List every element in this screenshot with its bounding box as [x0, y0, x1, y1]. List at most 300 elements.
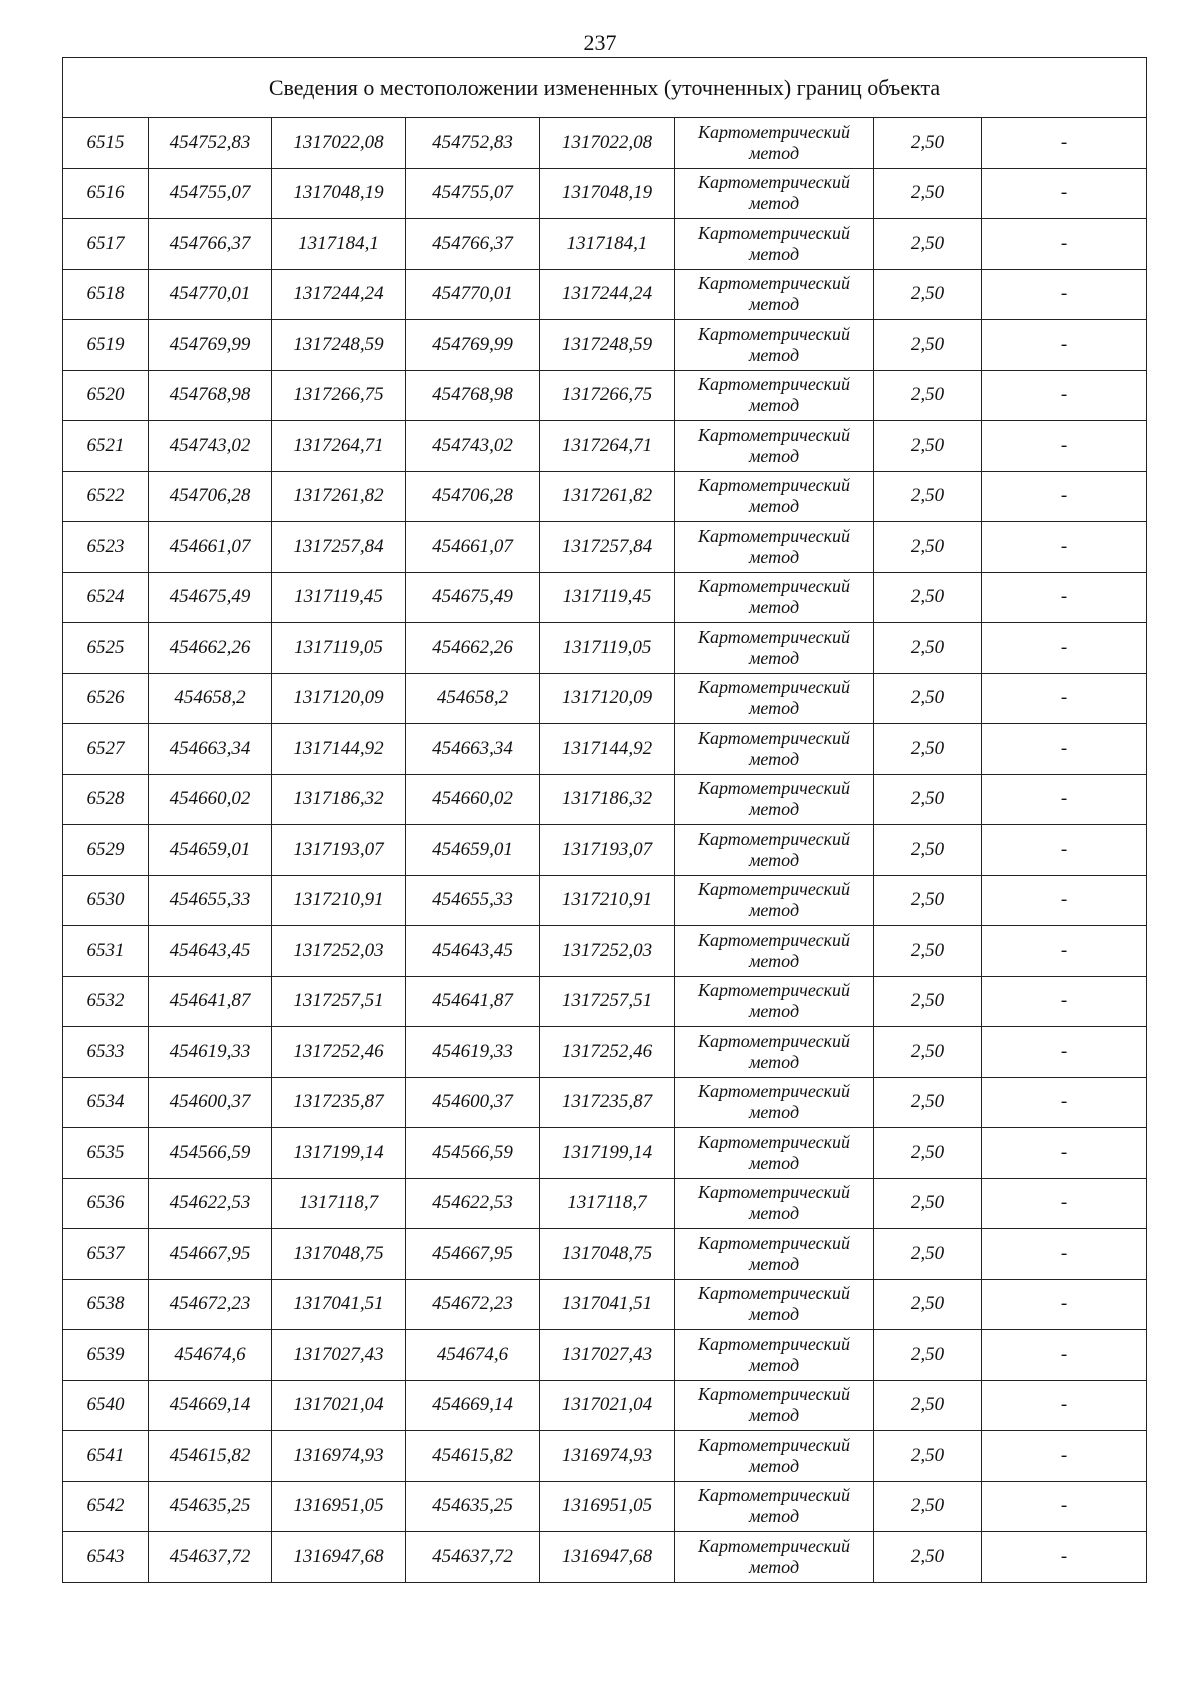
method-line-1: Картометрический	[697, 1434, 850, 1455]
method-line-1: Картометрический	[697, 1485, 850, 1506]
note-cell: -	[982, 976, 1147, 1027]
refined-x-cell: 454663,34	[406, 724, 540, 775]
note-cell: -	[982, 1077, 1147, 1128]
existing-x-cell: 454635,25	[149, 1481, 272, 1532]
method-line-1: Картометрический	[697, 525, 850, 546]
precision-cell: 2,50	[874, 522, 982, 573]
existing-y-cell: 1317193,07	[272, 825, 406, 876]
existing-x-cell: 454706,28	[149, 471, 272, 522]
method-cell	[675, 1027, 874, 1078]
precision-cell: 2,50	[874, 875, 982, 926]
method-line-2: метод	[748, 950, 800, 971]
table-title-row	[63, 58, 1147, 118]
note-cell: -	[982, 1279, 1147, 1330]
existing-x-cell: 454662,26	[149, 623, 272, 674]
point-number-cell: 6535	[63, 1128, 149, 1179]
refined-x-cell: 454743,02	[406, 421, 540, 472]
note-cell: -	[982, 926, 1147, 977]
table-row	[63, 1027, 1147, 1078]
existing-y-cell: 1317248,59	[272, 320, 406, 371]
method-cell	[675, 572, 874, 623]
refined-y-cell: 1317119,05	[540, 623, 675, 674]
existing-y-cell: 1317235,87	[272, 1077, 406, 1128]
table-row	[63, 673, 1147, 724]
table-row	[63, 370, 1147, 421]
method-cell	[675, 370, 874, 421]
method-line-1: Картометрический	[697, 1535, 850, 1556]
existing-y-cell: 1317027,43	[272, 1330, 406, 1381]
method-line-1: Картометрический	[697, 576, 850, 597]
existing-y-cell: 1317118,7	[272, 1178, 406, 1229]
boundary-coordinates-table	[62, 57, 1147, 1583]
refined-y-cell: 1317144,92	[540, 724, 675, 775]
precision-cell: 2,50	[874, 1077, 982, 1128]
precision-cell: 2,50	[874, 1431, 982, 1482]
note-cell: -	[982, 1128, 1147, 1179]
method-cell	[675, 471, 874, 522]
existing-y-cell: 1317244,24	[272, 269, 406, 320]
existing-y-cell: 1317186,32	[272, 774, 406, 825]
precision-cell: 2,50	[874, 724, 982, 775]
refined-y-cell: 1317248,59	[540, 320, 675, 371]
point-number-cell: 6534	[63, 1077, 149, 1128]
method-line-2: метод	[748, 1405, 800, 1426]
note-cell: -	[982, 875, 1147, 926]
refined-x-cell: 454635,25	[406, 1481, 540, 1532]
method-cell	[675, 1128, 874, 1179]
table-row	[63, 1279, 1147, 1330]
point-number-cell: 6531	[63, 926, 149, 977]
method-line-1: Картометрический	[697, 323, 850, 344]
method-line-1: Картометрический	[697, 1182, 850, 1203]
table-row	[63, 1128, 1147, 1179]
note-cell: -	[982, 370, 1147, 421]
note-cell: -	[982, 269, 1147, 320]
existing-y-cell: 1317252,03	[272, 926, 406, 977]
point-number-cell: 6530	[63, 875, 149, 926]
table-row	[63, 1077, 1147, 1128]
table-row	[63, 1431, 1147, 1482]
table-row	[63, 724, 1147, 775]
method-line-1: Картометрический	[697, 828, 850, 849]
method-line-1: Картометрический	[697, 1384, 850, 1405]
refined-x-cell: 454660,02	[406, 774, 540, 825]
point-number-cell: 6543	[63, 1532, 149, 1583]
method-line-2: метод	[748, 1253, 800, 1274]
method-cell	[675, 774, 874, 825]
table-row	[63, 269, 1147, 320]
refined-x-cell: 454643,45	[406, 926, 540, 977]
existing-x-cell: 454655,33	[149, 875, 272, 926]
method-line-1: Картометрический	[697, 1283, 850, 1304]
refined-x-cell: 454667,95	[406, 1229, 540, 1280]
refined-y-cell: 1317048,19	[540, 168, 675, 219]
precision-cell: 2,50	[874, 1229, 982, 1280]
note-cell: -	[982, 623, 1147, 674]
existing-y-cell: 1317048,19	[272, 168, 406, 219]
refined-y-cell: 1317027,43	[540, 1330, 675, 1381]
method-line-1: Картометрический	[697, 929, 850, 950]
method-line-1: Картометрический	[697, 475, 850, 496]
note-cell: -	[982, 168, 1147, 219]
note-cell: -	[982, 471, 1147, 522]
method-line-1: Картометрический	[697, 1232, 850, 1253]
table-row	[63, 976, 1147, 1027]
point-number-cell: 6522	[63, 471, 149, 522]
refined-x-cell: 454769,99	[406, 320, 540, 371]
refined-x-cell: 454658,2	[406, 673, 540, 724]
existing-x-cell: 454768,98	[149, 370, 272, 421]
note-cell: -	[982, 1027, 1147, 1078]
existing-y-cell: 1317041,51	[272, 1279, 406, 1330]
method-line-1: Картометрический	[697, 626, 850, 647]
method-cell	[675, 1431, 874, 1482]
existing-x-cell: 454615,82	[149, 1431, 272, 1482]
existing-y-cell: 1317264,71	[272, 421, 406, 472]
existing-x-cell: 454672,23	[149, 1279, 272, 1330]
precision-cell: 2,50	[874, 421, 982, 472]
point-number-cell: 6521	[63, 421, 149, 472]
method-line-2: метод	[748, 344, 800, 365]
precision-cell: 2,50	[874, 219, 982, 270]
precision-cell: 2,50	[874, 1532, 982, 1583]
point-number-cell: 6519	[63, 320, 149, 371]
precision-cell: 2,50	[874, 926, 982, 977]
refined-y-cell: 1317257,84	[540, 522, 675, 573]
method-cell	[675, 1229, 874, 1280]
method-line-1: Картометрический	[697, 273, 850, 294]
method-line-2: метод	[748, 647, 800, 668]
method-line-2: метод	[748, 1152, 800, 1173]
note-cell: -	[982, 1532, 1147, 1583]
refined-y-cell: 1317119,45	[540, 572, 675, 623]
refined-x-cell: 454755,07	[406, 168, 540, 219]
refined-x-cell: 454662,26	[406, 623, 540, 674]
table-row	[63, 421, 1147, 472]
refined-x-cell: 454622,53	[406, 1178, 540, 1229]
precision-cell: 2,50	[874, 1330, 982, 1381]
method-cell	[675, 1380, 874, 1431]
existing-x-cell: 454658,2	[149, 673, 272, 724]
point-number-cell: 6537	[63, 1229, 149, 1280]
refined-x-cell: 454655,33	[406, 875, 540, 926]
precision-cell: 2,50	[874, 168, 982, 219]
method-cell	[675, 522, 874, 573]
precision-cell: 2,50	[874, 1481, 982, 1532]
point-number-cell: 6516	[63, 168, 149, 219]
method-line-2: метод	[748, 1455, 800, 1476]
note-cell: -	[982, 572, 1147, 623]
method-line-2: метод	[748, 748, 800, 769]
refined-y-cell: 1316947,68	[540, 1532, 675, 1583]
method-line-1: Картометрический	[697, 727, 850, 748]
note-cell: -	[982, 1229, 1147, 1280]
method-line-2: метод	[748, 1556, 800, 1577]
method-line-2: метод	[748, 142, 800, 163]
precision-cell: 2,50	[874, 471, 982, 522]
existing-y-cell: 1317257,84	[272, 522, 406, 573]
method-line-1: Картометрический	[697, 1131, 850, 1152]
method-line-2: метод	[748, 1203, 800, 1224]
refined-y-cell: 1317257,51	[540, 976, 675, 1027]
table-row	[63, 118, 1147, 169]
refined-y-cell: 1316974,93	[540, 1431, 675, 1482]
refined-y-cell: 1317118,7	[540, 1178, 675, 1229]
method-line-2: метод	[748, 395, 800, 416]
method-line-2: метод	[748, 496, 800, 517]
method-cell	[675, 976, 874, 1027]
method-cell	[675, 623, 874, 674]
method-cell	[675, 168, 874, 219]
point-number-cell: 6539	[63, 1330, 149, 1381]
table-row	[63, 1330, 1147, 1381]
existing-x-cell: 454743,02	[149, 421, 272, 472]
refined-y-cell: 1317244,24	[540, 269, 675, 320]
method-line-1: Картометрический	[697, 121, 850, 142]
refined-y-cell: 1317261,82	[540, 471, 675, 522]
note-cell: -	[982, 774, 1147, 825]
precision-cell: 2,50	[874, 673, 982, 724]
method-line-2: метод	[748, 849, 800, 870]
note-cell: -	[982, 724, 1147, 775]
refined-y-cell: 1317252,03	[540, 926, 675, 977]
method-line-1: Картометрический	[697, 879, 850, 900]
method-cell	[675, 269, 874, 320]
refined-x-cell: 454770,01	[406, 269, 540, 320]
method-line-1: Картометрический	[697, 980, 850, 1001]
refined-x-cell: 454672,23	[406, 1279, 540, 1330]
refined-y-cell: 1317199,14	[540, 1128, 675, 1179]
existing-y-cell: 1317184,1	[272, 219, 406, 270]
refined-x-cell: 454752,83	[406, 118, 540, 169]
precision-cell: 2,50	[874, 1027, 982, 1078]
point-number-cell: 6528	[63, 774, 149, 825]
point-number-cell: 6527	[63, 724, 149, 775]
precision-cell: 2,50	[874, 1380, 982, 1431]
method-line-1: Картометрический	[697, 424, 850, 445]
method-line-2: метод	[748, 799, 800, 820]
point-number-cell: 6526	[63, 673, 149, 724]
refined-y-cell: 1317048,75	[540, 1229, 675, 1280]
method-line-2: метод	[748, 1304, 800, 1325]
point-number-cell: 6517	[63, 219, 149, 270]
table-row	[63, 1229, 1147, 1280]
note-cell: -	[982, 1481, 1147, 1532]
method-line-2: метод	[748, 445, 800, 466]
refined-x-cell: 454674,6	[406, 1330, 540, 1381]
existing-x-cell: 454675,49	[149, 572, 272, 623]
existing-x-cell: 454619,33	[149, 1027, 272, 1078]
refined-y-cell: 1317193,07	[540, 825, 675, 876]
method-cell	[675, 1077, 874, 1128]
point-number-cell: 6533	[63, 1027, 149, 1078]
point-number-cell: 6529	[63, 825, 149, 876]
point-number-cell: 6525	[63, 623, 149, 674]
method-line-1: Картометрический	[697, 1081, 850, 1102]
existing-x-cell: 454637,72	[149, 1532, 272, 1583]
method-line-1: Картометрический	[697, 374, 850, 395]
refined-x-cell: 454669,14	[406, 1380, 540, 1431]
method-line-2: метод	[748, 193, 800, 214]
refined-y-cell: 1317210,91	[540, 875, 675, 926]
existing-x-cell: 454643,45	[149, 926, 272, 977]
precision-cell: 2,50	[874, 1279, 982, 1330]
method-cell	[675, 1178, 874, 1229]
note-cell: -	[982, 522, 1147, 573]
note-cell: -	[982, 219, 1147, 270]
method-cell	[675, 1532, 874, 1583]
refined-x-cell: 454615,82	[406, 1431, 540, 1482]
note-cell: -	[982, 1178, 1147, 1229]
note-cell: -	[982, 118, 1147, 169]
existing-x-cell: 454669,14	[149, 1380, 272, 1431]
table-row	[63, 1481, 1147, 1532]
precision-cell: 2,50	[874, 370, 982, 421]
table-row	[63, 572, 1147, 623]
precision-cell: 2,50	[874, 1178, 982, 1229]
refined-y-cell: 1317264,71	[540, 421, 675, 472]
existing-x-cell: 454660,02	[149, 774, 272, 825]
existing-y-cell: 1316974,93	[272, 1431, 406, 1482]
refined-y-cell: 1317021,04	[540, 1380, 675, 1431]
method-line-1: Картометрический	[697, 778, 850, 799]
existing-x-cell: 454752,83	[149, 118, 272, 169]
refined-x-cell: 454600,37	[406, 1077, 540, 1128]
existing-y-cell: 1316947,68	[272, 1532, 406, 1583]
refined-x-cell: 454619,33	[406, 1027, 540, 1078]
table-row	[63, 623, 1147, 674]
refined-y-cell: 1316951,05	[540, 1481, 675, 1532]
existing-y-cell: 1317144,92	[272, 724, 406, 775]
point-number-cell: 6540	[63, 1380, 149, 1431]
method-line-2: метод	[748, 698, 800, 719]
existing-y-cell: 1317119,05	[272, 623, 406, 674]
method-line-2: метод	[748, 546, 800, 567]
existing-x-cell: 454663,34	[149, 724, 272, 775]
refined-y-cell: 1317041,51	[540, 1279, 675, 1330]
existing-y-cell: 1316951,05	[272, 1481, 406, 1532]
method-cell	[675, 1279, 874, 1330]
precision-cell: 2,50	[874, 825, 982, 876]
point-number-cell: 6520	[63, 370, 149, 421]
method-cell	[675, 1330, 874, 1381]
method-cell	[675, 926, 874, 977]
method-line-2: метод	[748, 1001, 800, 1022]
precision-cell: 2,50	[874, 976, 982, 1027]
table-row	[63, 522, 1147, 573]
note-cell: -	[982, 1431, 1147, 1482]
table-title: Сведения о местоположении измененных (уточненных) границ объекта	[63, 58, 1147, 118]
existing-x-cell: 454755,07	[149, 168, 272, 219]
method-line-2: метод	[748, 1051, 800, 1072]
point-number-cell: 6523	[63, 522, 149, 573]
point-number-cell: 6515	[63, 118, 149, 169]
method-line-2: метод	[748, 294, 800, 315]
existing-x-cell: 454667,95	[149, 1229, 272, 1280]
table-row	[63, 471, 1147, 522]
note-cell: -	[982, 673, 1147, 724]
point-number-cell: 6542	[63, 1481, 149, 1532]
refined-x-cell: 454706,28	[406, 471, 540, 522]
note-cell: -	[982, 1330, 1147, 1381]
table-row	[63, 825, 1147, 876]
table-row	[63, 1178, 1147, 1229]
existing-x-cell: 454661,07	[149, 522, 272, 573]
existing-x-cell: 454566,59	[149, 1128, 272, 1179]
point-number-cell: 6538	[63, 1279, 149, 1330]
refined-x-cell: 454661,07	[406, 522, 540, 573]
existing-x-cell: 454769,99	[149, 320, 272, 371]
existing-x-cell: 454641,87	[149, 976, 272, 1027]
method-line-1: Картометрический	[697, 1333, 850, 1354]
precision-cell: 2,50	[874, 774, 982, 825]
existing-y-cell: 1317021,04	[272, 1380, 406, 1431]
table-row	[63, 1532, 1147, 1583]
method-cell	[675, 219, 874, 270]
method-cell	[675, 118, 874, 169]
note-cell: -	[982, 320, 1147, 371]
method-cell	[675, 673, 874, 724]
existing-y-cell: 1317261,82	[272, 471, 406, 522]
method-line-1: Картометрический	[697, 677, 850, 698]
refined-y-cell: 1317186,32	[540, 774, 675, 825]
table-row	[63, 1380, 1147, 1431]
refined-x-cell: 454566,59	[406, 1128, 540, 1179]
existing-y-cell: 1317199,14	[272, 1128, 406, 1179]
method-line-2: метод	[748, 1354, 800, 1375]
table-row	[63, 168, 1147, 219]
existing-y-cell: 1317048,75	[272, 1229, 406, 1280]
existing-y-cell: 1317120,09	[272, 673, 406, 724]
method-cell	[675, 724, 874, 775]
table-row	[63, 320, 1147, 371]
method-line-2: метод	[748, 597, 800, 618]
refined-y-cell: 1317252,46	[540, 1027, 675, 1078]
refined-y-cell: 1317266,75	[540, 370, 675, 421]
existing-y-cell: 1317266,75	[272, 370, 406, 421]
existing-x-cell: 454674,6	[149, 1330, 272, 1381]
existing-y-cell: 1317119,45	[272, 572, 406, 623]
refined-x-cell: 454659,01	[406, 825, 540, 876]
existing-y-cell: 1317022,08	[272, 118, 406, 169]
point-number-cell: 6536	[63, 1178, 149, 1229]
method-line-1: Картометрический	[697, 172, 850, 193]
method-cell	[675, 825, 874, 876]
method-line-2: метод	[748, 243, 800, 264]
method-line-2: метод	[748, 900, 800, 921]
refined-y-cell: 1317022,08	[540, 118, 675, 169]
table-row	[63, 875, 1147, 926]
existing-x-cell: 454600,37	[149, 1077, 272, 1128]
method-cell	[675, 875, 874, 926]
existing-x-cell: 454659,01	[149, 825, 272, 876]
precision-cell: 2,50	[874, 269, 982, 320]
table-row	[63, 219, 1147, 270]
point-number-cell: 6524	[63, 572, 149, 623]
method-line-2: метод	[748, 1102, 800, 1123]
refined-x-cell: 454768,98	[406, 370, 540, 421]
existing-x-cell: 454770,01	[149, 269, 272, 320]
precision-cell: 2,50	[874, 572, 982, 623]
existing-x-cell: 454766,37	[149, 219, 272, 270]
table-row	[63, 926, 1147, 977]
precision-cell: 2,50	[874, 1128, 982, 1179]
precision-cell: 2,50	[874, 320, 982, 371]
refined-x-cell: 454675,49	[406, 572, 540, 623]
method-line-2: метод	[748, 1506, 800, 1527]
existing-y-cell: 1317252,46	[272, 1027, 406, 1078]
point-number-cell: 6541	[63, 1431, 149, 1482]
